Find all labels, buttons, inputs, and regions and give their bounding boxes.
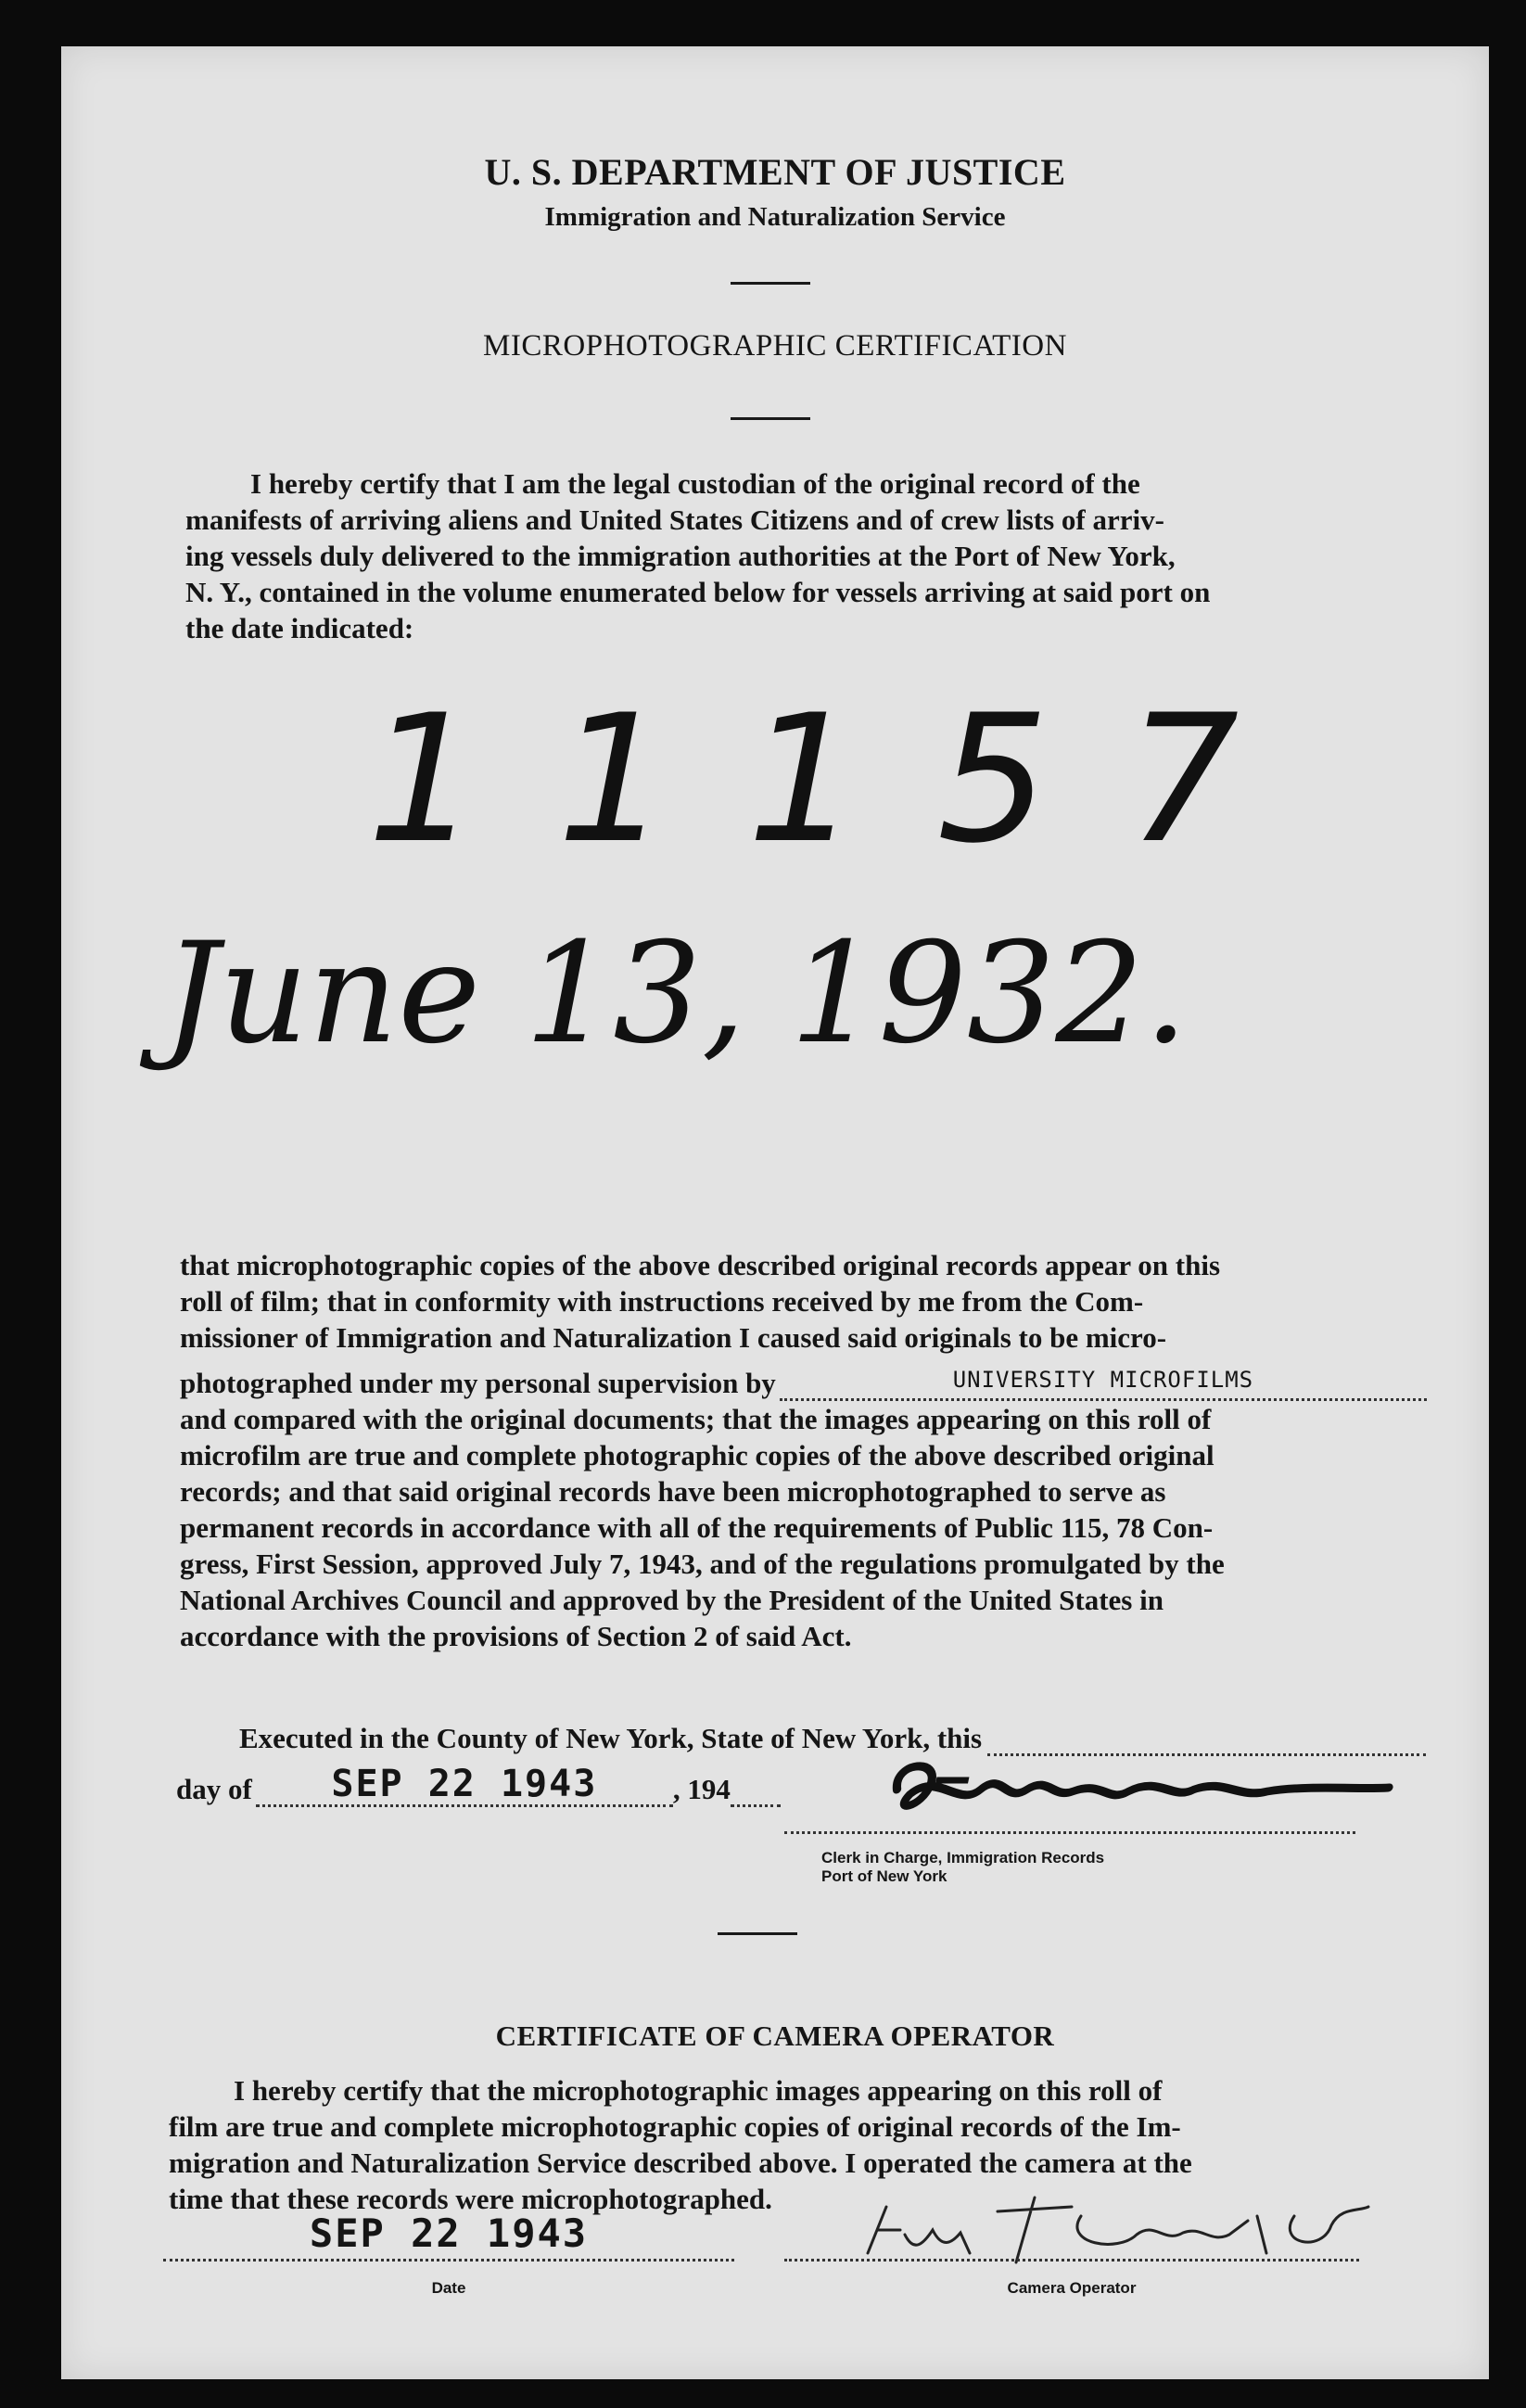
- body-line: and compared with the original documents; that the images appearing on this roll of: [180, 1403, 1212, 1435]
- day-of-label: day of: [176, 1773, 252, 1805]
- clerk-port: Port of New York: [821, 1867, 947, 1885]
- header-divider: [731, 282, 810, 285]
- date-signature-line: [163, 2259, 734, 2261]
- camera-line: I hereby certify that the microphotographic images appearing on this roll of: [234, 2074, 1163, 2107]
- intro-line: manifests of arriving aliens and United States Citizens and of crew lists of arriv-: [185, 503, 1164, 536]
- executed-stamp-date: SEP 22 1943: [331, 1763, 598, 1805]
- clerk-title: Clerk in Charge, Immigration Records: [821, 1849, 1105, 1867]
- intro-line: N. Y., contained in the volume enumerated below for vessels arriving at said port on: [185, 576, 1211, 608]
- handwritten-date: June 13, 1932.: [163, 913, 1189, 1075]
- camera-stamp-date: SEP 22 1943: [309, 2211, 589, 2256]
- body-line: permanent records in accordance with all of the requirements of Public 115, 78 Con-: [180, 1511, 1214, 1544]
- body-line: accordance with the provisions of Section 2 of said Act.: [180, 1620, 852, 1652]
- clerk-signature: [868, 1752, 1405, 1841]
- agency-subheading: Immigration and Naturalization Service: [544, 202, 1006, 232]
- clerk-title-block: [821, 1849, 1104, 1886]
- camera-operator-signature: [858, 2188, 1378, 2275]
- executed-line: [239, 1720, 1426, 1756]
- certification-title: MICROPHOTOGRAPHIC CERTIFICATION: [483, 329, 1067, 363]
- executed-text: Executed in the County of New York, State of New York, this: [239, 1722, 983, 1754]
- intro-line: I hereby certify that I am the legal custodian of the original record of the: [250, 467, 1140, 500]
- department-heading: U. S. DEPARTMENT OF JUSTICE: [484, 151, 1066, 193]
- supervision-field: [780, 1359, 1427, 1401]
- day-of-field: [256, 1763, 673, 1807]
- camera-divider: [718, 1932, 797, 1935]
- body-line: that microphotographic copies of the above described original records appear on this: [180, 1249, 1221, 1281]
- year-suffix: , 194: [672, 1773, 731, 1805]
- body-line: missioner of Immigration and Naturalization I caused said originals to be micro-: [180, 1321, 1167, 1354]
- year-field: [731, 1778, 781, 1807]
- camera-line: migration and Naturalization Service described above. I operated the camera at the: [169, 2147, 1192, 2179]
- certificate-page: [61, 46, 1489, 2379]
- intro-paragraph: [185, 465, 1428, 646]
- intro-line: ing vessels duly delivered to the immigration authorities at the Port of New York,: [185, 540, 1176, 572]
- supervision-prefix: photographed under my personal supervision by: [180, 1367, 776, 1399]
- intro-line: the date indicated:: [185, 612, 414, 644]
- camera-certificate-title: CERTIFICATE OF CAMERA OPERATOR: [495, 2019, 1055, 2052]
- body-line: records; and that said original records have been microphotographed to serve as: [180, 1475, 1166, 1508]
- body-paragraph: [180, 1247, 1427, 1654]
- camera-line: time that these records were microphotographed.: [169, 2183, 772, 2215]
- body-line: National Archives Council and approved by the President of the United States in: [180, 1584, 1164, 1616]
- supervision-company: UNIVERSITY MICROFILMS: [952, 1367, 1254, 1393]
- camera-line: film are true and complete microphotographic copies of original records of the Im-: [169, 2110, 1181, 2143]
- operator-signature-line: [784, 2259, 1359, 2261]
- body-line: roll of film; that in conformity with instructions received by me from the Com-: [180, 1285, 1144, 1318]
- supervision-line: [180, 1359, 1427, 1401]
- date-label: Date: [431, 2279, 466, 2297]
- title-divider: [731, 417, 810, 420]
- day-of-line: [176, 1763, 862, 1807]
- handwritten-volume-number: 11157: [367, 677, 1317, 882]
- operator-label: Camera Operator: [1007, 2279, 1137, 2297]
- clerk-signature-scrawl: [871, 1752, 1405, 1827]
- body-line: microfilm are true and complete photographic copies of the above described original: [180, 1439, 1214, 1472]
- body-line: gress, First Session, approved July 7, 1943, and of the regulations promulgated by the: [180, 1548, 1225, 1580]
- clerk-signature-line: [784, 1831, 1355, 1834]
